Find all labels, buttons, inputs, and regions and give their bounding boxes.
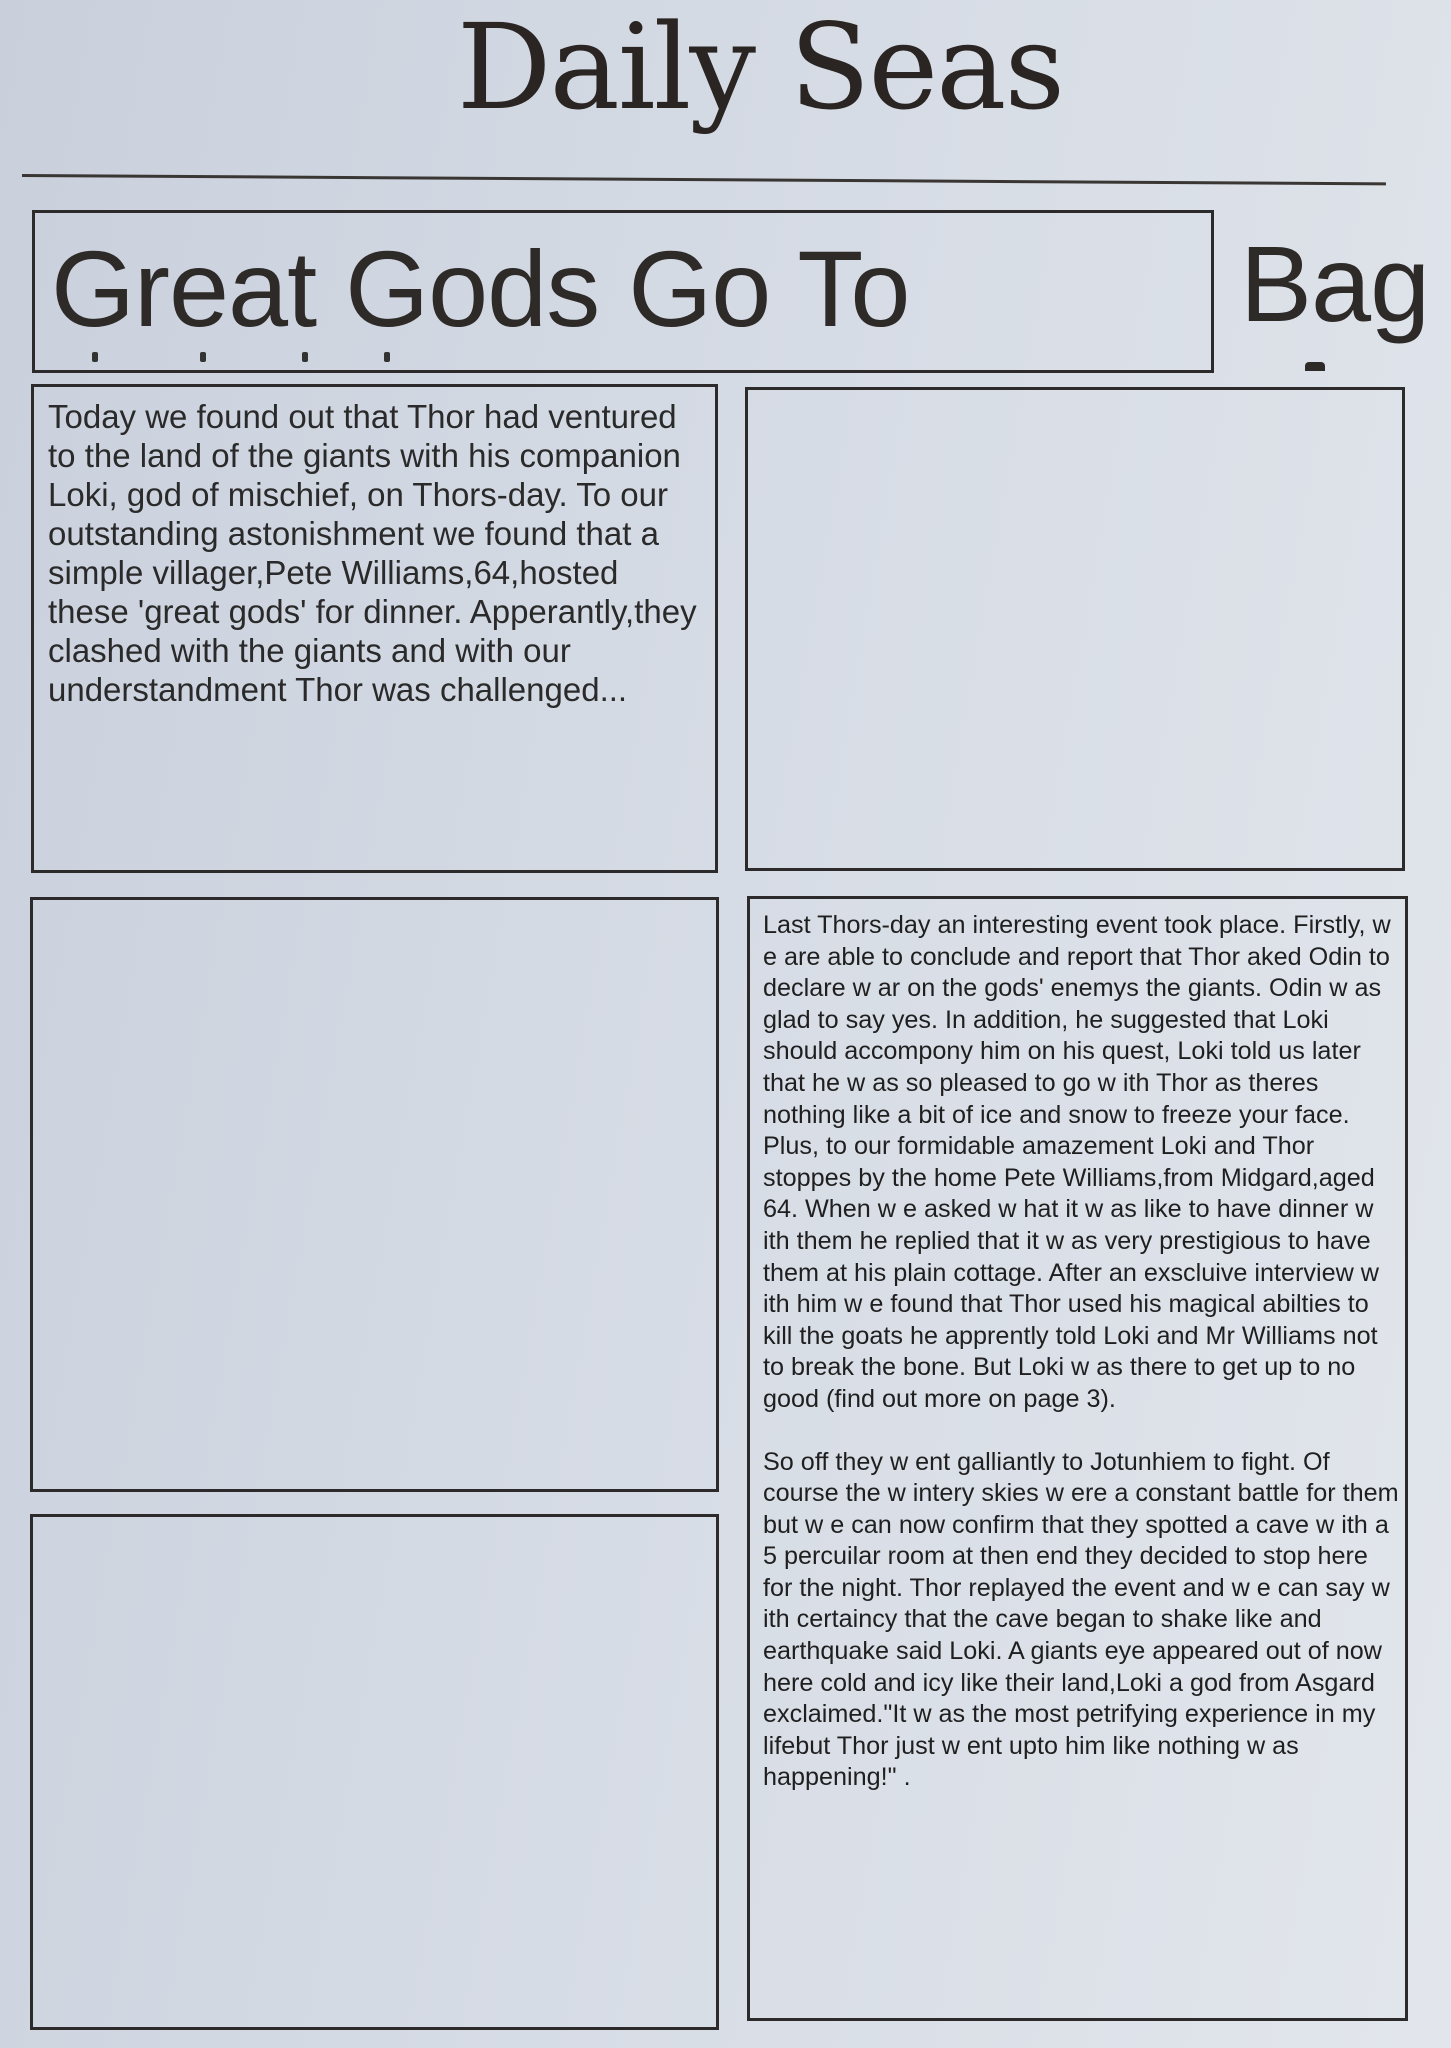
headline-box [32,210,1214,373]
article-paragraph: Last Thors-day an interesting event took place. Firstly, w e are able to conclude and report that Thor aked Odin to declare w ar on the gods' enemys the giants. Odin w as glad to say yes. In addition, he suggested that Loki should accompony him on his quest, Loki told us later that he w as so pleased to go w ith Thor as theres nothing like a bit of ice and snow to freeze your face. Plus, to our formidable amazement Loki and Thor stoppes by the home Pete Williams,from Midgard,aged 64. When w e asked w hat it w as like to have dinner w ith them he replied that it w as very prestigious to have them at his plain cottage. After an exscluive interview w ith him w e found that Thor used his magical abilties to kill the goats he apprently told Loki and Mr Williams not to break the bone. But Loki w as there to get up to no good (find out more on page 3). [763,911,1391,1413]
article-paragraph: So off they w ent galliantly to Jotunhiem to fight. Of course the w intery skies w ere a constant battle for them but w e can now confirm that they spotted a cave w ith a 5 percuilar room at then end they decided to stop here for the night. Thor replayed the event and w e can say w ith certaincy that the cave began to shake like and earthquake said Loki. A giants eye appeared out of now here cold and icy like their land,Loki a god from Asgard exclaimed."It w as the most petrifying experience in my lifebut Thor just w ent upto him like nothing w as happening!" . [763,1447,1399,1792]
intro-box [31,384,718,873]
article-box [747,896,1408,2021]
image-placeholder-bottom-left [30,1514,719,2030]
headline-overflow-text: Bag [1240,223,1430,344]
image-placeholder-top-right [745,387,1405,871]
image-placeholder-middle-left [30,897,719,1492]
masthead-title: Daily Seas [456,0,1064,136]
intro-text: Today we found out that Thor had ventured to the land of the giants with his companion Loki, god of mischief, on Thors-day. To our outstanding astonishment we found that a simple villager,Pete Williams,64,hosted these 'great gods' for dinner. Apperantly,they clashed with the giants and with our understandment Thor was challenged... [48,398,697,708]
masthead-rule [22,174,1386,185]
headline-cropped-letters [92,352,392,362]
headline-text: Great Gods Go To [51,228,910,349]
headline-overflow-fragment [1305,362,1325,371]
article-body [763,910,1403,1794]
